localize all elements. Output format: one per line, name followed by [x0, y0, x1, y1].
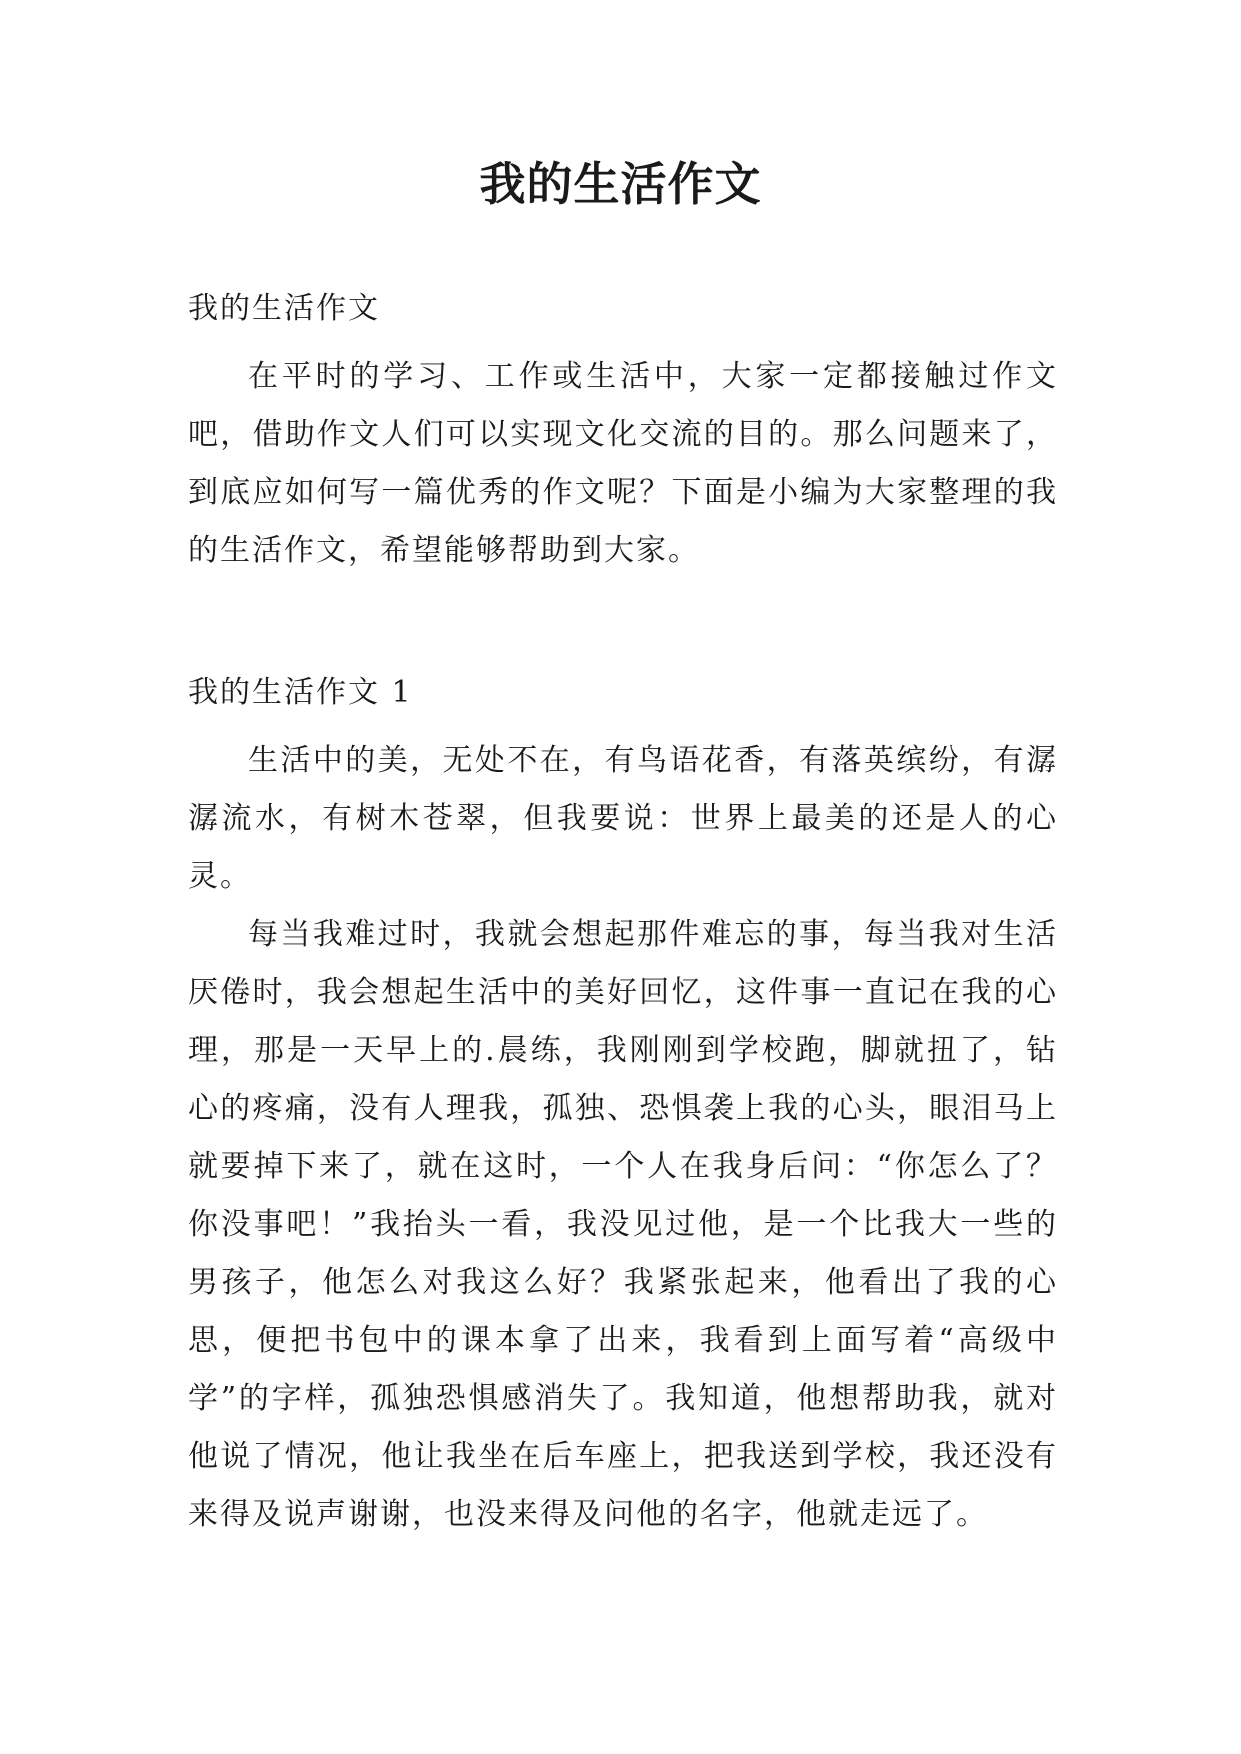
intro-paragraph: 在平时的学习、工作或生活中，大家一定都接触过作文吧，借助作文人们可以实现文化交流的目的。那么问题来了，到底应如何写一篇优秀的作文呢？下面是小编为大家整理的我的生活作文，希望能够帮助到大家。	[188, 359, 1058, 568]
intro-heading: 我的生活作文	[188, 291, 380, 326]
section-1-paragraph-2: 每当我难过时，我就会想起那件难忘的事，每当我对生活厌倦时，我会想起生活中的美好回忆，这件事一直记在我的心理，那是一天早上的.晨练，我刚刚到学校跑，脚就扭了，钻心的疼痛，没有人理我，孤独、恐惧袭上我的心头，眼泪马上就要掉下来了，就在这时，一个人在我身后问：“你怎么了？你没事吧！”我抬头一看，我没见过他，是一个比我大一些的男孩子，他怎么对我这么好？我紧张起来，他看出了我的心思，便把书包中的课本拿了出来，我看到上面写着“高级中学”的字样，孤独恐惧感消失了。我知道，他想帮助我，就对他说了情况，他让我坐在后车座上，把我送到学校，我还没有来得及说声谢谢，也没来得及问他的名字，他就走远了。	[188, 917, 1058, 1532]
section-1-heading: 我的生活作文 1	[188, 675, 413, 710]
section-1-paragraph-1: 生活中的美，无处不在，有鸟语花香，有落英缤纷，有潺潺流水，有树木苍翠，但我要说：世界上最美的还是人的心灵。	[188, 743, 1058, 894]
spacer	[188, 328, 1058, 348]
document-body	[188, 290, 1058, 1544]
spacer	[188, 580, 1058, 674]
document-title: 我的生活作文	[479, 157, 762, 211]
spacer	[188, 712, 1058, 732]
